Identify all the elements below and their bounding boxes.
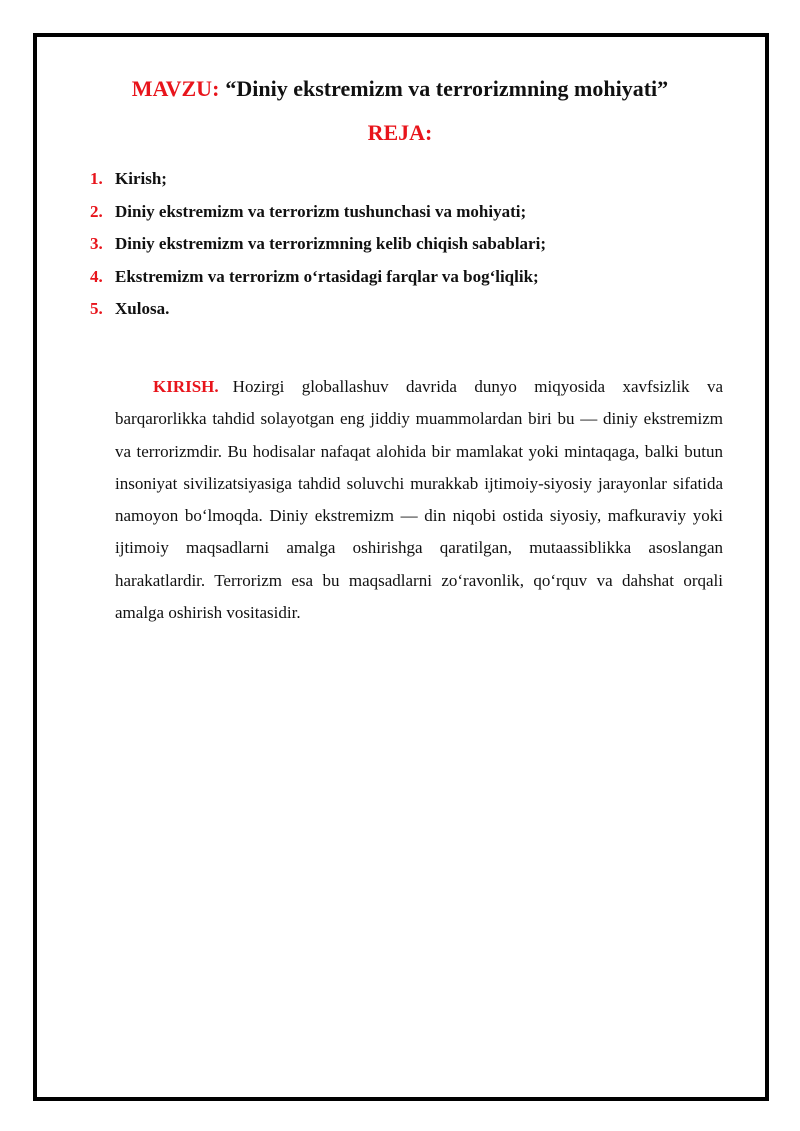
title-label: MAVZU: [131,76,220,101]
plan-item [90,169,546,202]
plan-item-number: 3. [90,234,103,253]
plan-item-number: 5. [90,299,103,318]
intro-text: Hozirgi globallashuv davrida dunyo miqyosida xavfsizlik va barqarorlikka tahdid solayotgan eng jiddiy muammolardan biri bu — diniy ekstremizm va terrorizmdir. Bu hodisalar nafaqat alohida bir mamlakat yoki mintaqaga, balki butun insoniyat sivilizatsiyasiga tahdid soluvchi murakkab ijtimoiy-siyosiy jarayonlar sifatida namoyon bo‘lmoqda. Diniy ekstremizm — din niqobi ostida siyosiy, mafkuraviy yoki ijtimoiy maqsadlarni amalga oshirishga qaratilgan, mutaassiblikka asoslangan harakatlardir. Terrorizm esa bu maqsadlarni zo‘ravonlik, qo‘rquv va dahshat orqali amalga oshirish vositasidir. [115,377,723,623]
plan-item [90,267,546,300]
plan-item-text: Ekstremizm va terrorizm o‘rtasidagi farqlar va bog‘liqlik; [115,266,539,286]
plan-item-number: 4. [90,266,103,286]
plan-item-text: Xulosa. [115,299,170,318]
plan-item [90,299,546,332]
intro-label: KIRISH. [153,377,219,396]
plan-item-number: 2. [90,201,103,221]
plan-list [90,169,546,332]
plan-item [90,202,546,235]
plan-item-text: Diniy ekstremizm va terrorizmning kelib chiqish sabablari; [115,234,546,253]
plan-heading: REJA: [367,120,433,145]
plan-item-text: Kirish; [115,169,167,188]
document-title [0,76,800,102]
plan-item-text: Diniy ekstremizm va terrorizm tushunchasi va mohiyati; [115,201,527,221]
plan-item-number: 1. [90,169,103,188]
plan-item [90,234,546,267]
title-text: “Diniy ekstremizm va terrorizmning mohiyati” [225,76,669,101]
intro-paragraph [115,371,723,629]
